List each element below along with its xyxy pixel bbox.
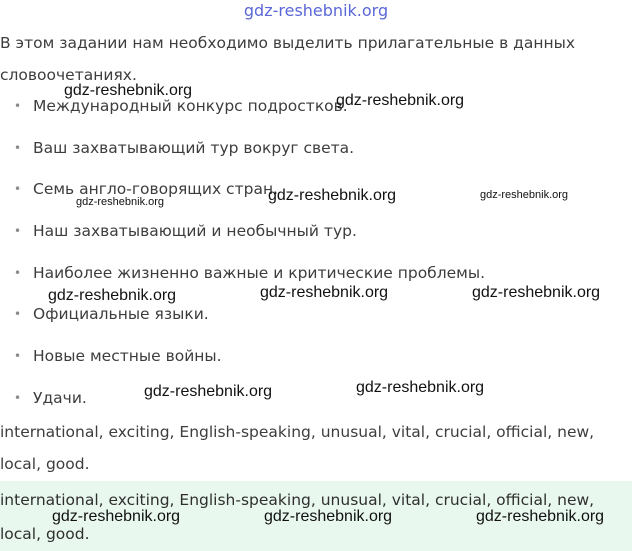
word-list-text: international, exciting, English-speaking, unusual, vital, crucial, official, new, local, good.	[0, 423, 595, 473]
list-item-text: Официальные языки.	[33, 305, 209, 324]
bullet-icon: •	[14, 182, 22, 197]
watermark: gdz-reshebnik.org	[144, 383, 273, 400]
phrase-list	[0, 89, 632, 423]
bullet-icon: •	[14, 349, 22, 364]
bullet-icon: •	[14, 140, 22, 155]
watermark: gdz-reshebnik.org	[260, 284, 389, 301]
bullet-icon: •	[14, 390, 22, 405]
list-item-text: Международный конкурс подростков.	[33, 97, 348, 115]
answer-text: international, exciting, English-speaking, unusual, vital, crucial, official, new, local, good.	[0, 491, 595, 543]
list-item-text: Новые местные войны.	[33, 347, 222, 366]
watermark: gdz-reshebnik.org	[336, 92, 465, 109]
bullet-icon: •	[14, 265, 22, 280]
watermark: gdz-reshebnik.org	[264, 508, 393, 525]
site-watermark-header: gdz-reshebnik.org	[243, 1, 389, 20]
watermark: gdz-reshebnik.org	[76, 196, 165, 208]
watermark: gdz-reshebnik.org	[48, 287, 177, 304]
list-item-text: Удачи.	[33, 388, 87, 407]
list-item-text: Наиболее жизненно важные и критические проблемы.	[33, 263, 486, 282]
watermark: gdz-reshebnik.org	[52, 508, 181, 525]
bullet-icon: •	[14, 99, 22, 113]
watermark: gdz-reshebnik.org	[64, 82, 193, 99]
list-item-text: Ваш захватывающий тур вокруг света.	[33, 138, 355, 157]
list-item	[0, 339, 632, 381]
watermark: gdz-reshebnik.org	[476, 508, 605, 525]
list-item	[0, 214, 632, 256]
bullet-icon: •	[14, 224, 22, 239]
list-item	[0, 131, 632, 173]
watermark: gdz-reshebnik.org	[472, 284, 601, 301]
list-item-text: Наш захватывающий и необычный тур.	[33, 222, 357, 241]
watermark: gdz-reshebnik.org	[480, 189, 569, 201]
list-item-text: Семь англо-говорящих стран.	[33, 180, 279, 199]
watermark: gdz-reshebnik.org	[268, 187, 397, 204]
intro-text: В этом задании нам необходимо выделить прилагательные в данных словоочетаниях.	[0, 34, 576, 84]
watermark: gdz-reshebnik.org	[356, 379, 485, 396]
bullet-icon: •	[14, 307, 22, 322]
